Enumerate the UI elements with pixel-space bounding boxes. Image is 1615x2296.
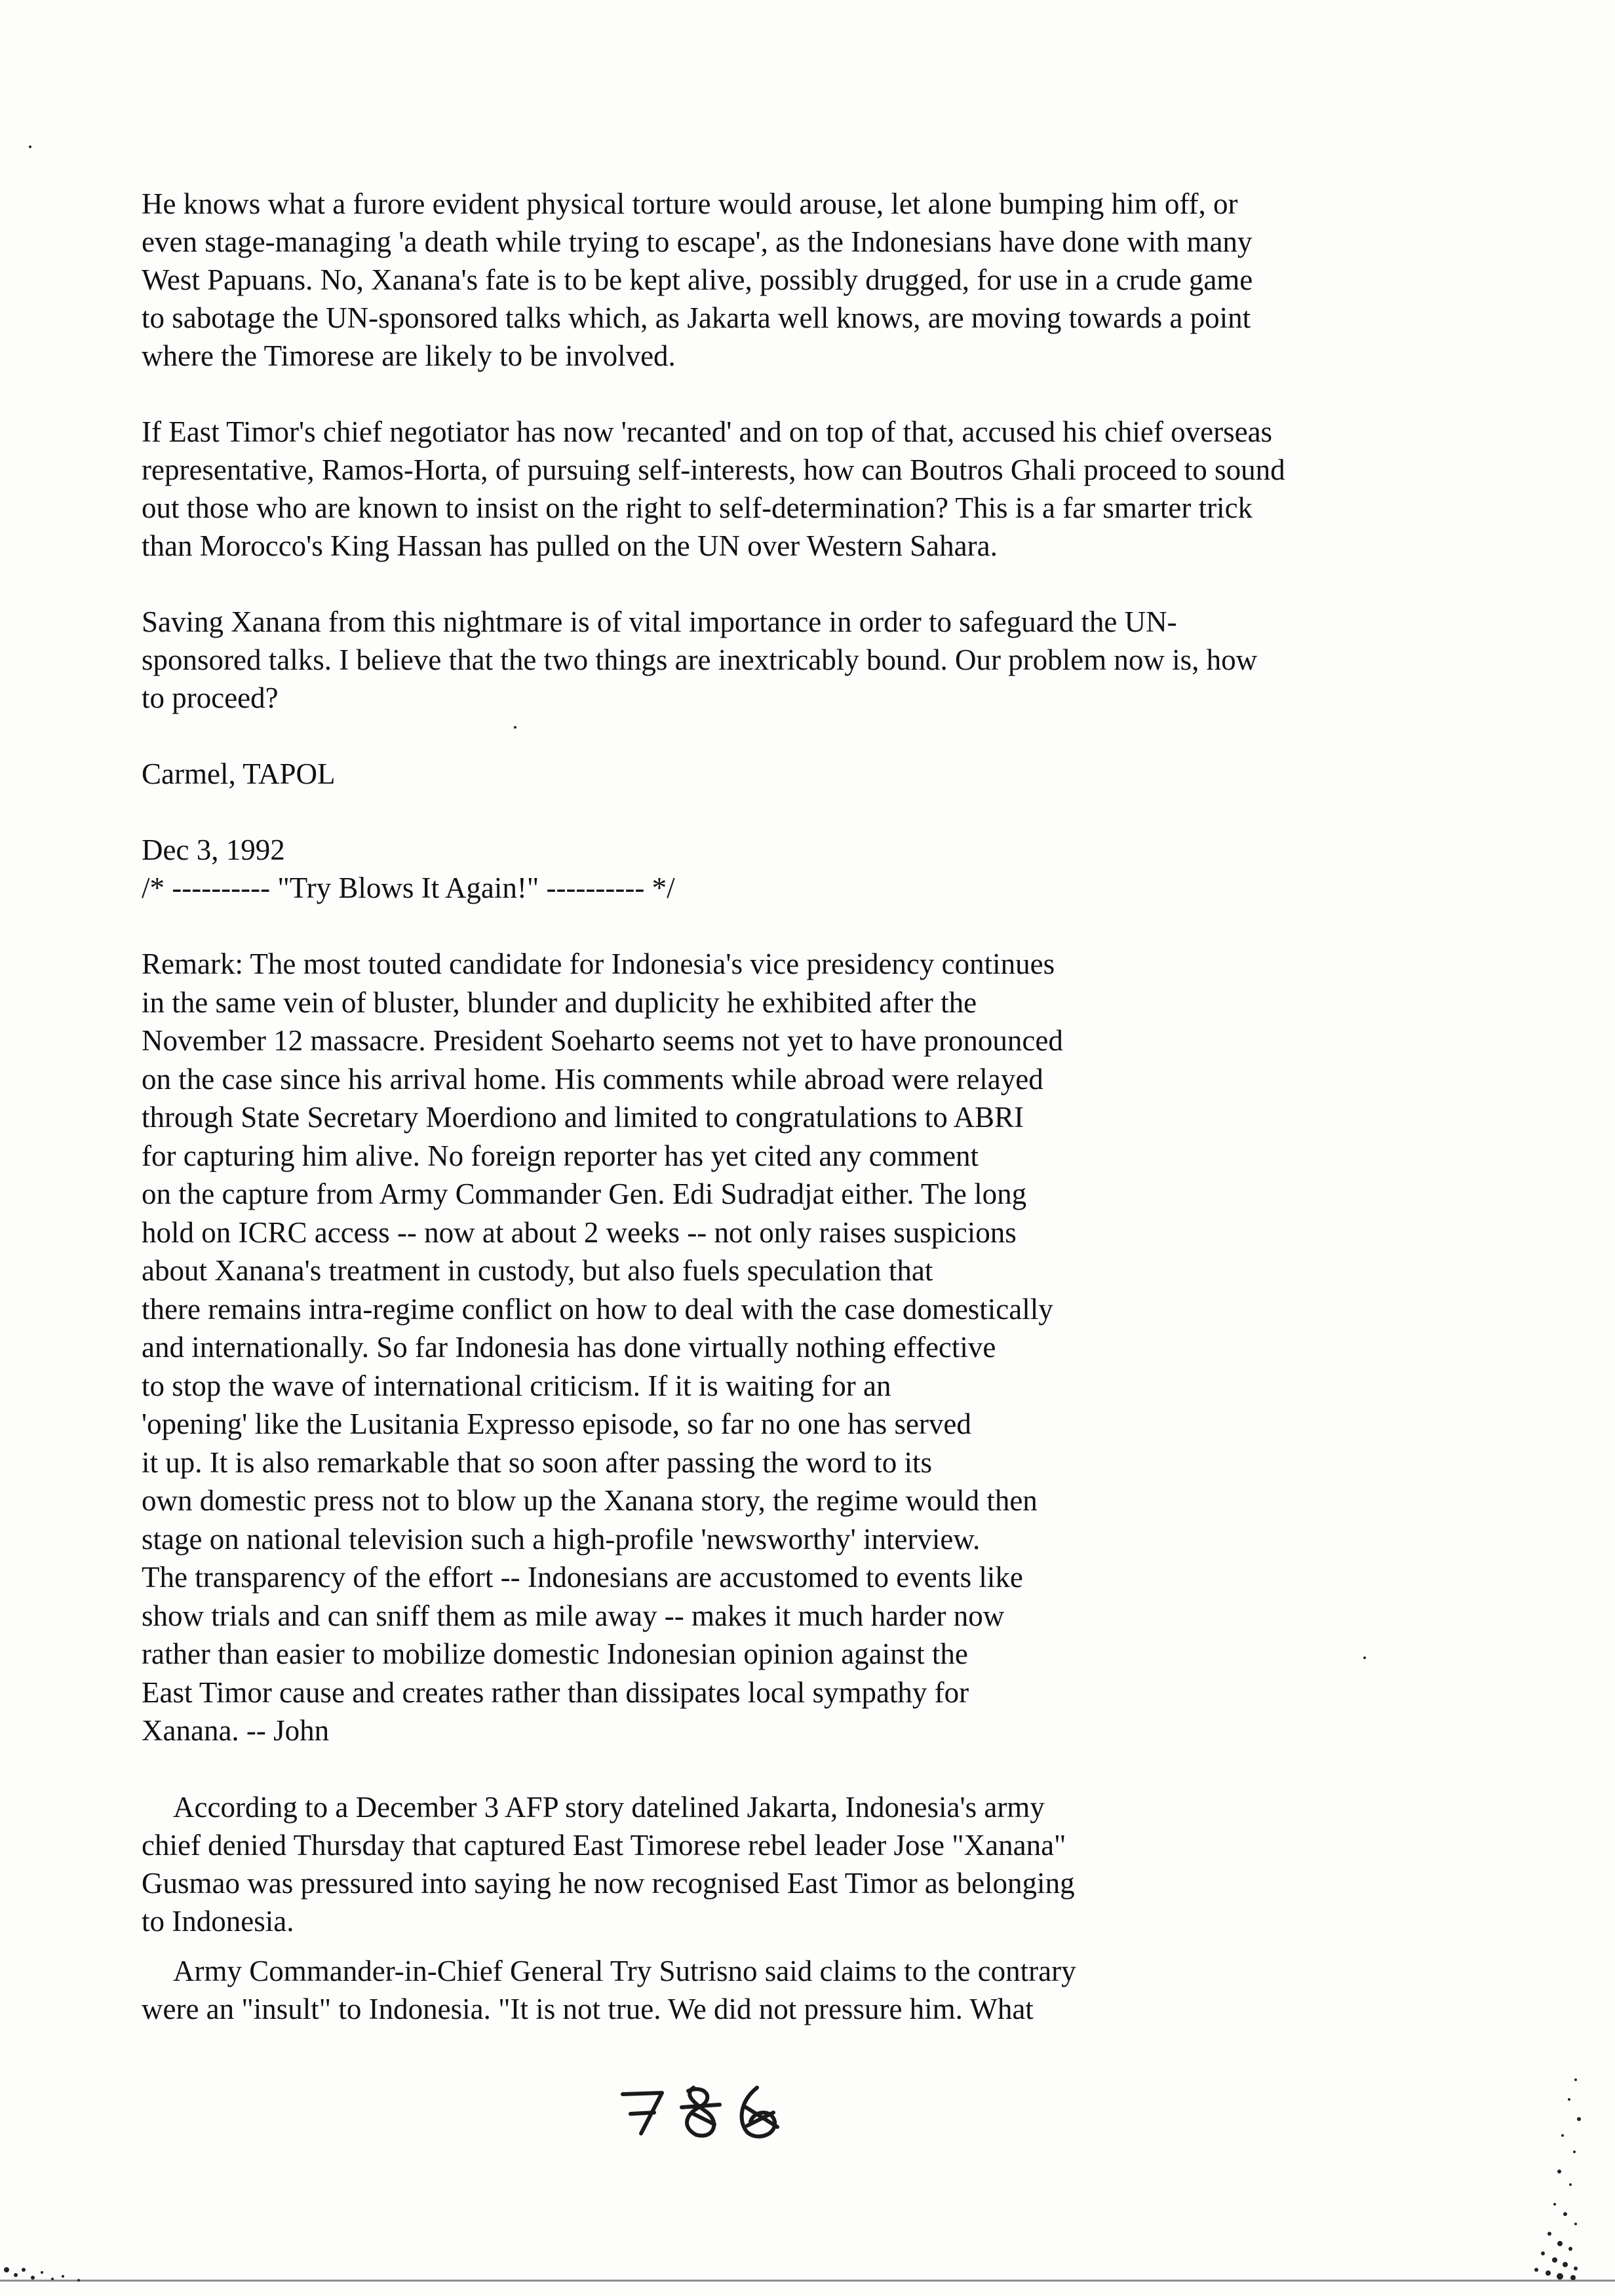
scan-speck (1363, 1656, 1366, 1659)
handwritten-786-icon (616, 2075, 800, 2147)
document-body (142, 185, 1452, 2028)
scan-edge-line (0, 2280, 1615, 2282)
signature: Carmel, TAPOL (142, 757, 336, 790)
scan-speck (514, 726, 516, 729)
paragraph-furore: He knows what a furore evident physical torture would arouse, let alone bumping him off, or even stage-managing 'a death while trying to escape', as the Indonesians have done with many West Papuans. No, Xanana's fate is to be kept alive, possibly drugged, for use in a crude game to sabotage the UN-sponsored talks which, as Jakarta well knows, are moving towards a point where the Timorese are likely to be involved. (142, 187, 1253, 372)
paragraph-saving-xanana: Saving Xanana from this nightmare is of vital importance in order to safeguard the UN- sponsored talks. I believe that the two things are inextricably bound. Our problem now is, how to proceed? (142, 605, 1258, 714)
remark-paragraph: Remark: The most touted candidate for Indonesia's vice presidency continues in the same vein of bluster, blunder and duplicity he exhibited after the November 12 massacre. President Soeharto seems not yet to have pronounced on the case since his arrival home. His comments while abroad were relayed through State Secretary Moerdiono and limited to congratulations to ABRI for capturing him alive. No foreign reporter has yet cited any comment on the capture from Army Commander Gen. Edi Sudradjat either. The long hold on ICRC access -- now at about 2 weeks -- not only raises suspicions about Xanana's treatment in custody, but also fuels speculation that there remains intra-regime conflict on how to deal with the case domestically and internationally. So far Indonesia has done virtually nothing effective to stop the wave of international criticism. If it is waiting for an 'opening' like the Lusitania Expresso episode, so far no one has served it up. It is also remarkable that so soon after passing the word to its own domestic press not to blow up the Xanana story, the regime would then stage on national television such a high-profile 'newsworthy' interview. The transparency of the effort -- Indonesians are accustomed to events like show trials and can sniff them as mile away -- makes it much harder now rather than easier to mobilize domestic Indonesian opinion against the East Timor cause and creates rather than dissipates local sympathy for Xanana. -- John (142, 947, 1063, 1747)
story-paragraph-1: According to a December 3 AFP story datelined Jakarta, Indonesia's army chief denied Thursday that captured East Timorese rebel leader Jose "Xanana" Gusmao was pressured into saying he now recognised East Timor as belonging to Indonesia. (142, 1790, 1075, 1938)
paragraph-negotiator: If East Timor's chief negotiator has now 'recanted' and on top of that, accused his chief overseas representative, Ramos-Horta, of pursuing self-interests, how can Boutros Ghali proceed to sound out those who are known to insist on the right to self-determination? This is a far smarter trick than Morocco's King Hassan has pulled on the UN over Western Sahara. (142, 415, 1285, 562)
scan-noise-decoration (1497, 2073, 1589, 2283)
story-paragraph-2: Army Commander-in-Chief General Try Sutrisno said claims to the contrary were an "insult" to Indonesia. "It is not true. We did not pressure him. What (142, 1954, 1076, 2025)
article-heading: /* ---------- "Try Blows It Again!" ---------- */ (142, 871, 675, 904)
scan-speck (29, 145, 31, 148)
date-line: Dec 3, 1992 (142, 833, 285, 866)
handwritten-page-number (616, 2075, 800, 2147)
scan-noise-decoration-left (0, 2250, 341, 2289)
